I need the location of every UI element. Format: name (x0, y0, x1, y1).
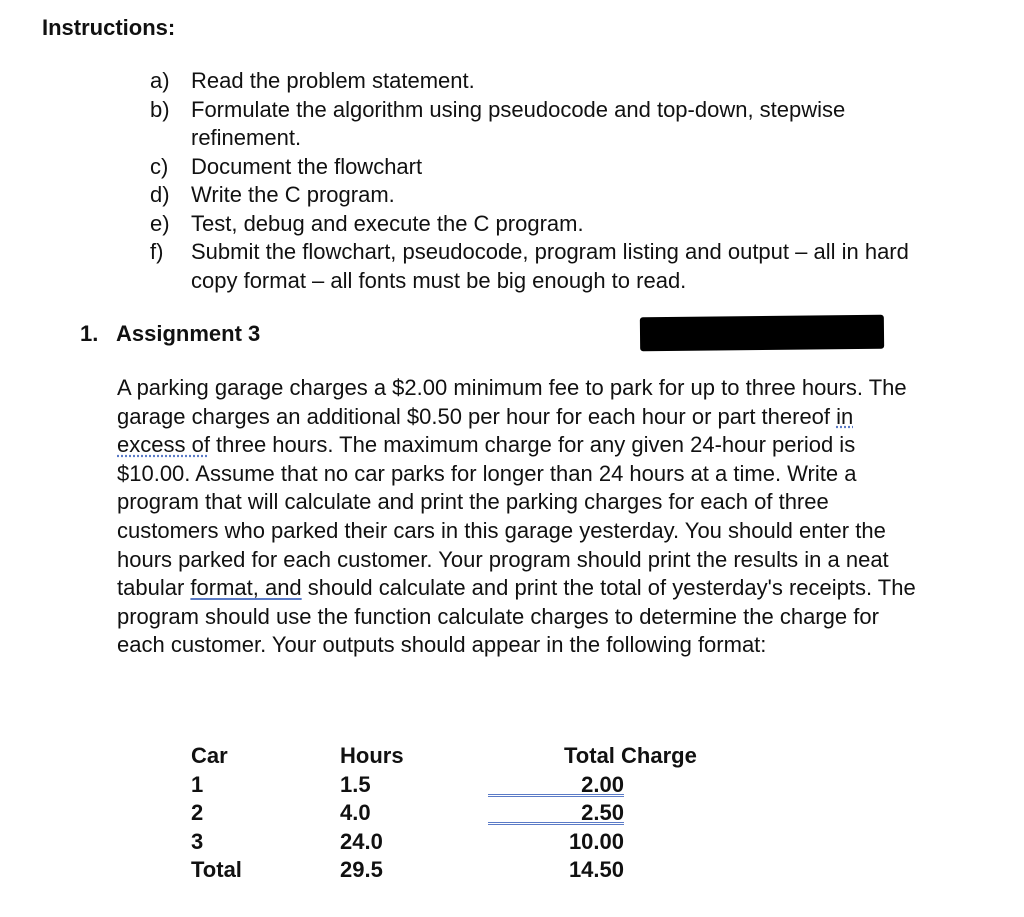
cell-car: 2 (191, 800, 204, 826)
step-text: Formulate the algorithm using pseudocode and top-down, stepwise refinement. (191, 96, 846, 150)
step-marker: a) (150, 68, 170, 93)
instruction-step (150, 210, 950, 239)
step-text: Submit the flowchart, pseudocode, program listing and output – all in hard copy format – all fonts must be big enough to read. (191, 239, 909, 293)
problem-text-flagged: format, and (190, 575, 302, 601)
instruction-step (150, 181, 950, 210)
cell-charge (564, 771, 716, 800)
step-marker: d) (150, 182, 170, 207)
cell-charge (564, 828, 716, 857)
assignment-title (80, 320, 260, 348)
step-text: Test, debug and execute the C program. (191, 210, 584, 236)
cell-charge (564, 856, 716, 885)
cell-car: 3 (191, 828, 204, 854)
step-text: Read the problem statement. (191, 68, 475, 93)
assignment-number: 1. (80, 321, 99, 346)
problem-statement (117, 374, 927, 660)
instruction-step (150, 67, 950, 96)
cell-hours: 4.0 (340, 800, 371, 826)
step-marker: c) (150, 153, 169, 179)
redaction-bar (640, 315, 884, 352)
instructions-heading: Instructions: (42, 15, 176, 40)
cell-car: 1 (191, 771, 204, 797)
charge-value: 2.00 (581, 771, 624, 797)
cell-charge (564, 799, 716, 828)
problem-text-flagged: in excess of (117, 403, 854, 458)
charge-value: 10.00 (568, 828, 624, 854)
step-text: Document the flowchart (191, 153, 423, 179)
cell-car: Total (191, 857, 242, 883)
problem-text: should calculate and print the total of yesterday's receipts. The program should use the function calculate charges to determine the charge for each customer. Your outputs should appear in the following format: (117, 575, 916, 658)
header-car: Car (191, 743, 228, 768)
step-marker: e) (150, 210, 170, 236)
header-charge: Total Charge (564, 743, 697, 768)
step-marker: b) (150, 96, 170, 122)
charge-value: 14.50 (568, 857, 624, 883)
problem-text: three hours. The maximum charge for any given 24-hour period is $10.00. Assume that no car parks for longer than 24 hours at a time. Write a program that will calculate and print the parking charges for each of three customers who parked their cars in this garage yesterday. You should enter the hours parked for each customer. Your program should print the results in a neat tabular (117, 432, 889, 601)
instruction-step (150, 153, 950, 182)
cell-hours: 24.0 (340, 828, 383, 854)
cell-hours: 29.5 (340, 857, 383, 883)
charge-value: 2.50 (581, 800, 624, 826)
step-text: Write the C program. (191, 182, 395, 207)
instructions-list (150, 67, 950, 295)
instruction-step (150, 96, 950, 153)
cell-hours: 1.5 (340, 771, 371, 797)
assignment-title-text: Assignment 3 (116, 321, 261, 346)
header-hours: Hours (340, 743, 404, 768)
instruction-step (150, 238, 950, 295)
problem-text: A parking garage charges a $2.00 minimum fee to park for up to three hours. The garage charges an additional $0.50 per hour for each hour or part thereof (117, 375, 907, 429)
step-marker: f) (150, 239, 164, 264)
